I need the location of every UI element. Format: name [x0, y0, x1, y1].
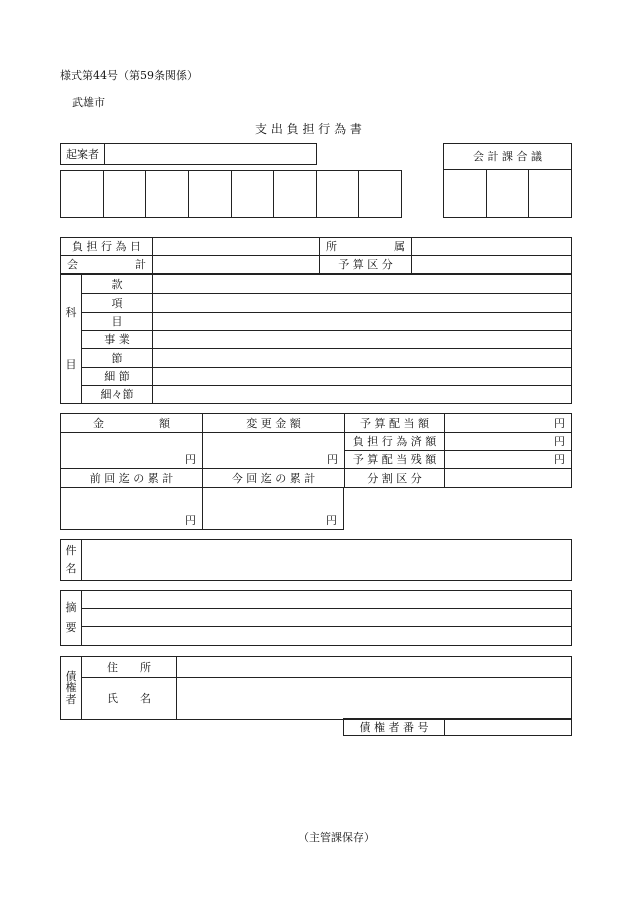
creditor-number-field[interactable]: [445, 719, 572, 736]
subject-row-field[interactable]: [153, 275, 572, 294]
committed-amount-value[interactable]: [445, 433, 572, 451]
creditor-side-label-part: 権: [65, 681, 77, 695]
creditor-number-label: 債 権 者 番 号: [344, 719, 445, 736]
page-title: 支 出 負 担 行 為 書: [255, 122, 362, 136]
remaining-budget-value[interactable]: [445, 451, 572, 469]
name-field[interactable]: [177, 678, 572, 720]
amount-table: [60, 413, 445, 488]
department-label: [320, 238, 412, 256]
accounting-field[interactable]: [153, 256, 320, 274]
yen-unit: 円: [554, 416, 565, 430]
department-field[interactable]: [412, 238, 572, 256]
matter-table: [60, 539, 572, 581]
subject-side-label-part-1: 科: [65, 306, 77, 320]
budget-category-label: 予 算 区 分: [320, 256, 412, 274]
stamp-box[interactable]: [146, 171, 189, 218]
subject-row-field[interactable]: [153, 313, 572, 331]
council-stamp-box[interactable]: [529, 170, 572, 218]
remaining-budget-label: 予 算 配 当 残 額: [345, 451, 445, 469]
amount-values-table: [444, 413, 572, 488]
stamp-box[interactable]: [316, 171, 359, 218]
accounting-label: [61, 256, 153, 274]
summary-line[interactable]: [82, 627, 572, 646]
change-amount-field[interactable]: [203, 433, 345, 469]
department-label-part-1: 所: [326, 240, 337, 253]
summary-table: [60, 590, 572, 646]
department-label-part-2: 属: [394, 240, 405, 253]
commit-date-field[interactable]: [153, 238, 320, 256]
yen-unit: 円: [185, 453, 196, 466]
subject-side-label-part-2: 目: [65, 358, 77, 371]
yen-unit: 円: [326, 514, 337, 527]
council-stamp-box[interactable]: [486, 170, 529, 218]
commit-date-label: 負 担 行 為 日: [61, 238, 153, 256]
cumulative-values-table: [60, 487, 344, 530]
yen-unit: 円: [554, 453, 565, 466]
budget-allocation-label: 予 算 配 当 額: [345, 414, 445, 433]
stamp-box[interactable]: [103, 171, 146, 218]
subject-table: [60, 274, 572, 404]
municipality-name: 武雄市: [72, 96, 105, 109]
subject-row-field[interactable]: [153, 349, 572, 368]
subject-row-label: 細 節: [82, 368, 153, 386]
subject-row-field[interactable]: [153, 368, 572, 386]
subject-side-label: [61, 275, 82, 404]
stamp-box[interactable]: [61, 171, 104, 218]
drafter-label: 起案者: [61, 144, 105, 165]
summary-label-part-2: 要: [65, 621, 77, 634]
drafter-table: [60, 143, 317, 165]
budget-allocation-value[interactable]: [445, 414, 572, 433]
change-amount-label: 変 更 金 額: [203, 414, 345, 433]
split-category-field[interactable]: [445, 469, 572, 488]
summary-label-part-1: 摘: [65, 601, 77, 615]
creditor-number-table: [343, 718, 572, 736]
stamp-box[interactable]: [274, 171, 317, 218]
subject-row-label: 款: [82, 275, 153, 294]
stamp-box[interactable]: [188, 171, 231, 218]
retention-note: （主管課保存）: [298, 831, 375, 844]
previous-cumulative-label: 前 回 迄 の 累 計: [61, 469, 203, 488]
summary-label: [61, 591, 82, 646]
creditor-side-label-part: 債: [65, 669, 77, 683]
matter-label-part-2: 名: [65, 562, 77, 575]
summary-line[interactable]: [82, 591, 572, 609]
yen-unit: 円: [327, 453, 338, 466]
subject-row-label: 事 業: [82, 331, 153, 349]
matter-label: [61, 540, 82, 581]
yen-unit: 円: [554, 435, 565, 448]
amount-label: 金 額: [61, 414, 203, 433]
committed-amount-label: 負 担 行 為 済 額: [345, 433, 445, 451]
accounting-council-label: 会 計 課 合 議: [444, 144, 572, 170]
previous-cumulative-field[interactable]: [61, 488, 203, 530]
subject-row-label: 目: [82, 313, 153, 331]
creditor-side-label: [61, 657, 82, 720]
accounting-label-part-1: 会: [67, 258, 78, 271]
council-stamp-box[interactable]: [444, 170, 487, 218]
subject-row-field[interactable]: [153, 331, 572, 349]
address-field[interactable]: [177, 657, 572, 678]
creditor-side-label-part: 者: [65, 692, 77, 706]
subject-row-field[interactable]: [153, 294, 572, 313]
amount-field[interactable]: [61, 433, 203, 469]
name-label: 氏 名: [82, 678, 177, 720]
info-table: [60, 237, 572, 274]
subject-row-field[interactable]: [153, 386, 572, 404]
split-category-label: 分 割 区 分: [345, 469, 445, 488]
yen-unit: 円: [185, 514, 196, 527]
matter-label-part-1: 件: [65, 544, 77, 558]
current-cumulative-field[interactable]: [203, 488, 344, 530]
stamp-box[interactable]: [231, 171, 274, 218]
accounting-label-part-2: 計: [135, 258, 146, 271]
subject-row-label: 節: [82, 349, 153, 368]
current-cumulative-label: 今 回 迄 の 累 計: [203, 469, 345, 488]
form-number: 様式第44号（第59条関係）: [60, 69, 198, 82]
subject-row-label: 細々節: [82, 386, 153, 404]
creditor-table: [60, 656, 572, 720]
accounting-council-table: [443, 143, 572, 218]
summary-line[interactable]: [82, 609, 572, 627]
subject-row-label: 項: [82, 294, 153, 313]
matter-field[interactable]: [82, 540, 572, 581]
address-label: 住 所: [82, 657, 177, 678]
budget-category-field[interactable]: [412, 256, 572, 274]
drafter-field[interactable]: [105, 144, 317, 165]
approval-stamp-grid: [60, 170, 402, 218]
stamp-box[interactable]: [359, 171, 402, 218]
